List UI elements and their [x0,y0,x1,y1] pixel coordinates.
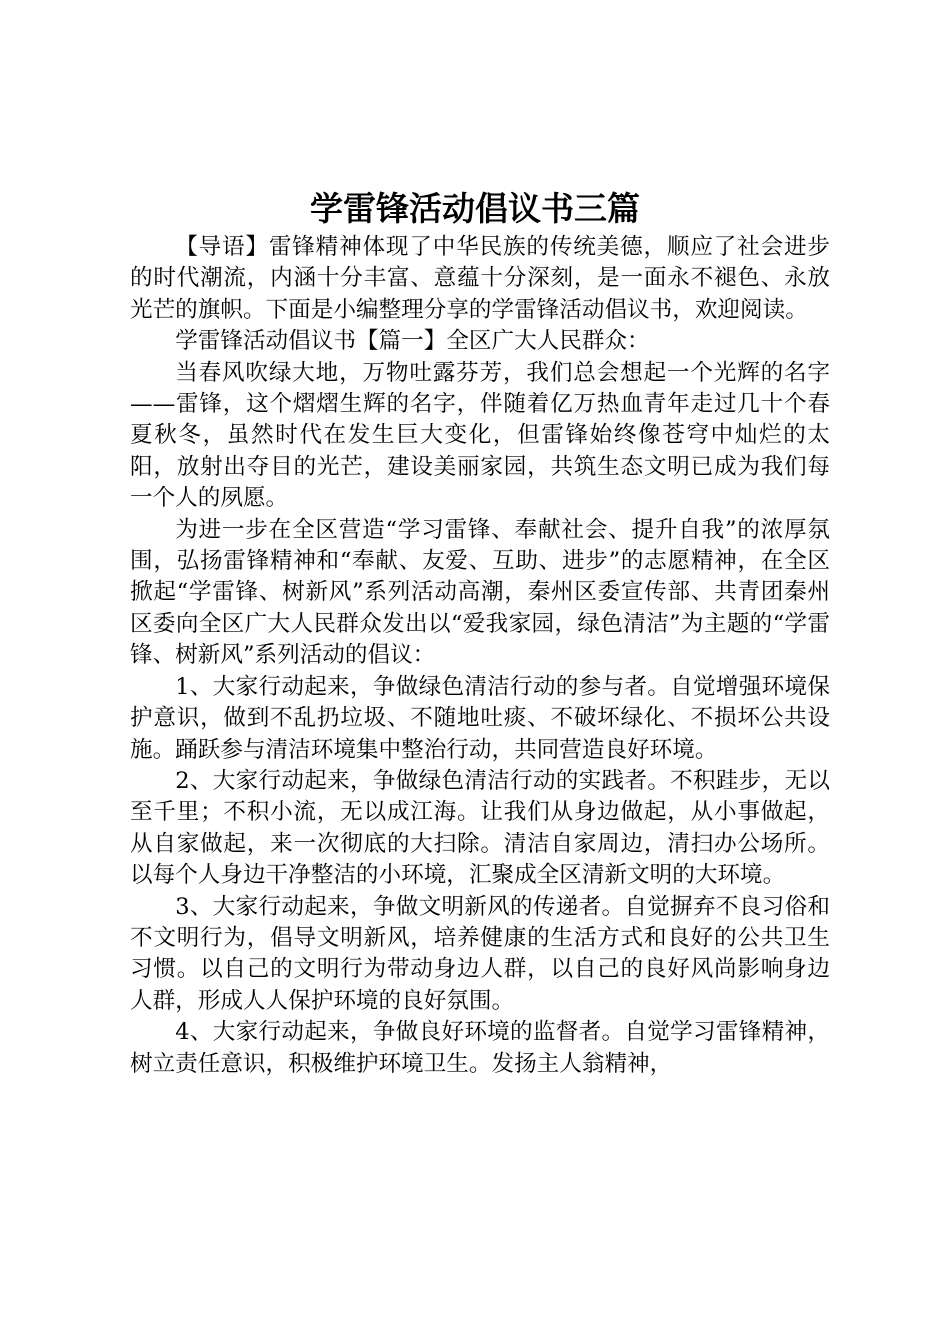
document-title: 学雷锋活动倡议书三篇 [310,189,640,228]
document-body [130,232,830,1080]
list-item: 2、大家行动起来，争做绿色清洁行动的实践者。不积跬步，无以至千里；不积小流，无以成江海。让我们从身边做起，从小事做起，从自家做起，来一次彻底的大扫除。清洁自家周边，清扫办公场所。以每个人身边干净整洁的小环境，汇聚成全区清新文明的大环境。 [130,767,830,889]
body-paragraph: 为进一步在全区营造“学习雷锋、奉献社会、提升自我”的浓厚氛围，弘扬雷锋精神和“奉献、友爱、互助、进步”的志愿精神，在全区掀起“学雷锋、树新风”系列活动高潮，秦州区委宣传部、共青团秦州区委向全区广大人民群众发出以“爱我家园，绿色清洁”为主题的“学雷锋、树新风”系列活动的倡议： [130,516,830,669]
intro-paragraph: 【导语】雷锋精神体现了中华民族的传统美德，顺应了社会进步的时代潮流，内涵十分丰富、意蕴十分深刻，是一面永不褪色、永放光芒的旗帜。下面是小编整理分享的学雷锋活动倡议书，欢迎阅读。 [130,234,830,323]
section-heading: 学雷锋活动倡议书【篇一】全区广大人民群众： [175,328,650,355]
body-paragraph: 当春风吹绿大地，万物吐露芬芳，我们总会想起一个光辉的名字——雷锋，这个熠熠生辉的名字，伴随着亿万热血青年走过几十个春夏秋冬，虽然时代在发生巨大变化，但雷锋始终像苍穹中灿烂的太阳，放射出夺目的光芒，建设美丽家园，共筑生态文明已成为我们每一个人的夙愿。 [130,359,830,512]
list-item: 4、大家行动起来，争做良好环境的监督者。自觉学习雷锋精神，树立责任意识，积极维护环境卫生。发扬主人翁精神， [130,1019,830,1077]
list-item: 1、大家行动起来，争做绿色清洁行动的参与者。自觉增强环境保护意识，做到不乱扔垃圾、不随地吐痰、不破坏绿化、不损坏公共设施。踊跃参与清洁环境集中整治行动，共同营造良好环境。 [130,673,830,763]
list-item: 3、大家行动起来，争做文明新风的传递者。自觉摒弃不良习俗和不文明行为，倡导文明新风，培养健康的生活方式和良好的公共卫生习惯。以自己的文明行为带动身边人群，以自己的良好风尚影响身边人群，形成人人保护环境的良好氛围。 [130,893,830,1014]
